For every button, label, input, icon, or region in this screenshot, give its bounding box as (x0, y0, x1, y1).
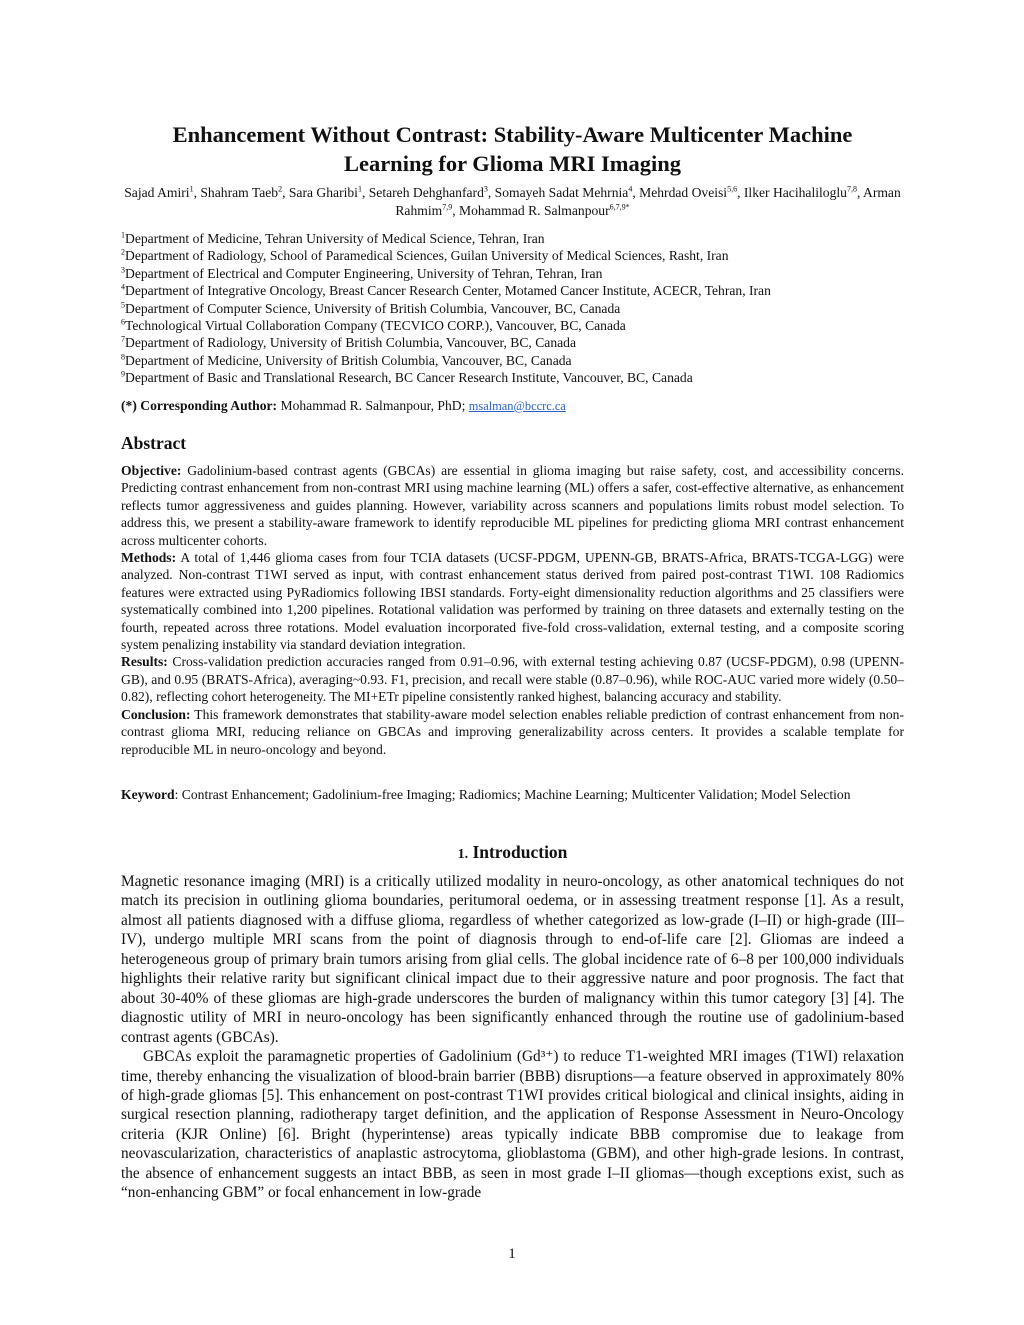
abstract-section-label: Conclusion: (121, 706, 191, 722)
affiliation-text: Department of Electrical and Computer Engineering, University of Tehran, Tehran, Iran (125, 265, 603, 281)
abstract-section-label: Objective: (121, 463, 182, 478)
section-number: 1. (457, 847, 469, 862)
abstract-section-label: Results: (121, 654, 168, 670)
introduction-heading (121, 841, 904, 866)
author-separator: , (856, 185, 863, 200)
abstract-section-label: Methods: (121, 550, 177, 566)
affiliation-text: Department of Medicine, University of British Columbia, Vancouver, BC, Canada (125, 352, 572, 368)
affiliation-item (121, 230, 904, 247)
affiliation-text: Department of Basic and Translational Research, BC Cancer Research Institute, Vancouver, BC, Canada (125, 370, 693, 386)
affiliation-item (121, 317, 904, 334)
keyword-text: : Contrast Enhancement; Gadolinium-free Imaging; Radiomics; Machine Learning; Multicenter Validation; Model Selection (174, 787, 851, 802)
affiliation-number: 7 (121, 334, 125, 344)
affiliation-number: 8 (121, 352, 125, 362)
author-separator: , (737, 185, 744, 200)
affiliation-list (121, 230, 904, 387)
section-title: Introduction (468, 842, 568, 862)
keyword-label: Keyword (121, 787, 175, 802)
author-name: Ilker Hacihaliloglu (743, 185, 847, 200)
author-list (121, 184, 904, 220)
affiliation-number: 1 (121, 230, 125, 240)
affiliation-item (121, 265, 904, 282)
affiliation-text: Department of Integrative Oncology, Breast Cancer Research Center, Motamed Cancer Institute, ACECR, Tehran, Iran (125, 283, 771, 299)
author-name: Somayeh Sadat Mehrnia (494, 185, 629, 200)
abstract-section (121, 653, 904, 705)
author-name: Shahram Taeb (200, 185, 279, 200)
page-number: 1 (508, 1246, 516, 1262)
author-affiliation-mark: 7,9 (442, 202, 453, 212)
affiliation-number: 5 (121, 300, 125, 310)
affiliation-text: Department of Radiology, School of Paramedical Sciences, Guilan University of Medical Sciences, Rasht, Iran (125, 248, 729, 264)
author-affiliation-mark: 4 (628, 184, 633, 194)
abstract-section-text: Gadolinium-based contrast agents (GBCAs) are essential in glioma imaging but raise safety, cost, and accessibility concerns. Predicting contrast enhancement from non-contrast MRI using machine learning (ML) offers a safer, cost-effective alternative, as enhancement reflects tumor aggressiveness and guides planning. However, variability across scanners and populations limits robust model selection. To address this, we present a stability-aware framework to identify reproducible ML pipelines for predicting glioma MRI contrast enhancement across multicenter cohorts. (121, 463, 904, 548)
abstract-section-text: This framework demonstrates that stability-aware model selection enables reliable prediction of contrast enhancement from non-contrast glioma MRI, reducing reliance on GBCAs and improving generalizability across centers. It provides a scalable template for reproducible ML in neuro-oncology and beyond. (121, 706, 904, 757)
corresponding-author (121, 397, 904, 415)
affiliation-number: 4 (121, 282, 125, 292)
author-name: Mehrdad Oveisi (639, 185, 728, 200)
affiliation-text: Technological Virtual Collaboration Company (TECVICO CORP.), Vancouver, BC, Canada (125, 318, 626, 334)
abstract-section-text: Cross-validation prediction accuracies ranged from 0.91–0.96, with external testing achieving 0.87 (UCSF-PDGM), 0.98 (UPENN-GB), and 0.95 (BRATS-Africa), averaging~0.93. F1, precision, and recall were stable (0.87–0.96), while ROC-AUC varied more widely (0.50–0.82), reflecting cohort heterogeneity. The MI+ETr pipeline consistently ranked highest, balancing accuracy and stability. (121, 654, 904, 705)
corresponding-label: (*) Corresponding Author: (121, 398, 278, 413)
affiliation-item (121, 369, 904, 386)
title-line-1: Enhancement Without Contrast: Stability-Aware Multicenter Machine (172, 122, 853, 147)
affiliation-text: Department of Computer Science, University of British Columbia, Vancouver, BC, Canada (125, 300, 621, 316)
affiliation-item (121, 247, 904, 264)
affiliation-item (121, 300, 904, 317)
affiliation-number: 9 (121, 369, 125, 379)
author-name: Mohammad R. Salmanpour (458, 203, 610, 218)
author-affiliation-mark: 1 (357, 184, 362, 194)
affiliation-item (121, 282, 904, 299)
abstract-section (121, 462, 904, 549)
author-separator: , (193, 185, 201, 200)
author-separator: , (361, 185, 369, 200)
author-name: Arman Rahmim (395, 185, 901, 218)
affiliation-number: 6 (121, 317, 125, 327)
abstract-section (121, 706, 904, 758)
author-affiliation-mark: 6,7,9* (609, 202, 630, 212)
abstract-section (121, 549, 904, 653)
corresponding-email-link[interactable]: msalman@bccrc.ca (468, 399, 566, 413)
author-name: Setareh Dehghanfard (368, 185, 484, 200)
abstract-section-text: A total of 1,446 glioma cases from four TCIA datasets (UCSF-PDGM, UPENN-GB, BRATS-Africa, BRATS-TCGA-LGG) were analyzed. Non-contrast T1WI served as input, with contrast enhancement status derived from paired post-contrast T1WI. 108 Radiomics features were extracted using PyRadiomics following IBSI standards. Forty-eight dimensionality reduction algorithms and 25 classifiers were systematically combined into 1,200 pipelines. Rotational validation was performed by training on three datasets and externally testing on the fourth, repeated across three rotations. Model evaluation incorporated five-fold cross-validation, external testing, and a composite scoring system penalizing instability via standard deviation integration. (121, 550, 904, 653)
abstract-heading: Abstract (121, 433, 187, 453)
introduction-body (121, 872, 904, 1203)
affiliation-text: Department of Radiology, University of British Columbia, Vancouver, BC, Canada (125, 335, 576, 351)
author-name: Sara Gharibi (288, 185, 358, 200)
corresponding-name: Mohammad R. Salmanpour, PhD; (277, 398, 469, 413)
paper-title (121, 120, 904, 178)
author-affiliation-mark: 2 (278, 184, 283, 194)
keywords (121, 786, 904, 803)
author-name: Sajad Amiri (124, 185, 190, 200)
affiliation-item (121, 352, 904, 369)
title-line-2: Learning for Glioma MRI Imaging (343, 151, 682, 176)
affiliation-item (121, 334, 904, 351)
author-affiliation-mark: 5,6 (727, 184, 738, 194)
author-separator: , (487, 185, 495, 200)
affiliation-number: 2 (121, 247, 125, 257)
introduction-paragraph: GBCAs exploit the paramagnetic properties of Gadolinium (Gd³⁺) to reduce T1-weighted MRI images (T1WI) relaxation time, thereby enhancing the visualization of blood-brain barrier (BBB) disruptions—a feature observed in approximately 80% of high-grade gliomas [5]. This enhancement on post-contrast T1WI provides critical biological and clinical insights, aiding in surgical resection planning, radiotherapy target definition, and the application of Response Assessment in Neuro-Oncology criteria (KJR Online) [6]. Bright (hyperintense) areas typically indicate BBB compromise due to leakage from neovascularization, characteristics of anaplastic astrocytoma, glioblastoma (GBM), and other high-grade lesions. In contrast, the absence of enhancement suggests an intact BBB, as seen in most grade I–II gliomas—though exceptions exist, such as “non-enhancing GBM” or focal enhancement in low-grade (121, 1048, 904, 1202)
abstract-body (121, 462, 904, 758)
introduction-paragraph: Magnetic resonance imaging (MRI) is a critically utilized modality in neuro-oncology, as other anatomical techniques do not match its precision in outlining glioma boundaries, peritumoral oedema, or in assessing treatment response [1]. As a result, almost all patients diagnosed with a diffuse glioma, regardless of whether categorized as low-grade (I–II) or high-grade (III–IV), undergo multiple MRI scans from the point of diagnosis through to end-of-life care [2]. Gliomas are indeed a heterogeneous group of primary brain tumors arising from glial cells. The global incidence rate of 6–8 per 100,000 individuals highlights their relative rarity but significant clinical impact due to their aggressive nature and poor prognosis. The fact that about 30-40% of these gliomas are high-grade underscores the burden of malignancy within this tumor category [3] [4]. The diagnostic utility of MRI in neuro-oncology has been significantly enhanced through the routine use of gadolinium-based contrast agents (GBCAs). (121, 873, 904, 1046)
author-separator: , (452, 203, 459, 218)
affiliation-number: 3 (121, 265, 125, 275)
author-separator: , (282, 185, 289, 200)
author-affiliation-mark: 3 (483, 184, 488, 194)
author-affiliation-mark: 1 (189, 184, 194, 194)
author-affiliation-mark: 7,8 (846, 184, 857, 194)
author-separator: , (632, 185, 640, 200)
affiliation-text: Department of Medicine, Tehran University of Medical Science, Tehran, Iran (125, 231, 545, 246)
